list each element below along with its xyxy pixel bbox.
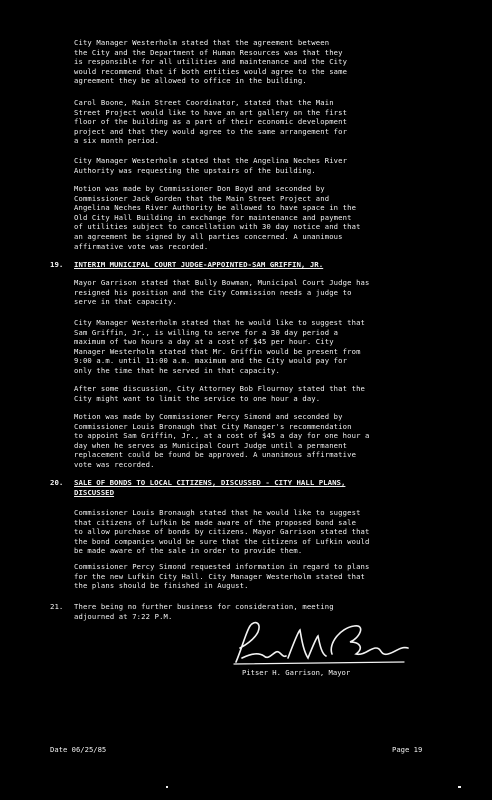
paragraph-griffin-proposal: City Manager Westerholm stated that he would like to suggest that Sam Griffin, Jr., is willing to serve for a 30 day period a maximum of two hours a day at a cost of $45 per hour. City Manager Westerholm stated that Mr. Griffin would be present from 9:00 a.m. until 11:00 a.m. maximum and the City would pay for only the time that he served in that capacity. [74,318,366,375]
footer-page-number: Page 19 [392,745,423,754]
item-heading-20: SALE OF BONDS TO LOCAL CITIZENS, DISCUSSED - CITY HALL PLANS, DISCUSSED [74,478,346,497]
paragraph-attorney-remark: After some discussion, City Attorney Bob Flournoy stated that the City might want to limit the service to one hour a day. [74,384,366,403]
paragraph-building-motion: Motion was made by Commissioner Don Boyd and seconded by Commissioner Jack Gorden that the Main Street Project and Angelina Neches River Authority be allowed to have space in the Old City Hall Building in exchange for maintenance and payment of utilities subject to cancellation with 30 day notice and that an agreement be signed by all parties concerned. A unanimous affirmative vote was recorded. [74,184,361,251]
scan-speck [166,786,168,788]
footer-date: Date 06/25/85 [50,745,107,754]
paragraph-bond-sale: Commissioner Louis Bronaugh stated that he would like to suggest that citizens of Lufkin be made aware of the proposed bond sale to allow purchase of bonds by citizens. Mayor Garrison stated that the bond companies would be sure that the citizens of Lufkin would be made aware of the sale in order to provide them. [74,508,370,556]
mayor-name-line: Pitser H. Garrison, Mayor [242,668,351,677]
mayor-signature [228,618,418,670]
paragraph-judge-motion: Motion was made by Commissioner Percy Simond and seconded by Commissioner Louis Bronaugh that City Manager's recommendation to appoint Sam Griffin, Jr., at a cost of $45 a day for one hour a day when he serves as Municipal Court Judge until a permanent replacement could be found be approved. A unanimous affirmative vote was recorded. [74,412,370,469]
paragraph-river-authority: City Manager Westerholm stated that the Angelina Neches River Authority was requesting the upstairs of the building. [74,156,348,175]
item-heading-19: INTERIM MUNICIPAL COURT JUDGE-APPOINTED-SAM GRIFFIN, JR. [74,260,324,269]
scan-speck [458,786,461,788]
paragraph-hhs-agreement: City Manager Westerholm stated that the agreement between the City and the Department of Human Resources was that they is responsible for all utilities and maintenance and the City would recommend that if both entities would agree to the same agreement they be allowed to office in the building. [74,38,348,86]
paragraph-city-hall-plans: Commissioner Percy Simond requested information in regard to plans for the new Lufkin City Hall. City Manager Westerholm stated that the plans should be finished in August. [74,562,370,591]
item-number-19: 19. [50,260,64,269]
item-number-21: 21. [50,602,64,611]
paragraph-judge-resigned: Mayor Garrison stated that Bully Bowman, Municipal Court Judge has resigned his position and the City Commission needs a judge to serve in that capacity. [74,278,370,307]
item-number-20: 20. [50,478,64,487]
paragraph-main-street-request: Carol Boone, Main Street Coordinator, stated that the Main Street Project would like to have an art gallery on the first floor of the building as a part of their economic development project and that they would agree to the same arrangement for a six month period. [74,98,348,146]
paragraph-adjournment: There being no further business for consideration, meeting adjourned at 7:22 P.M. [74,602,334,621]
